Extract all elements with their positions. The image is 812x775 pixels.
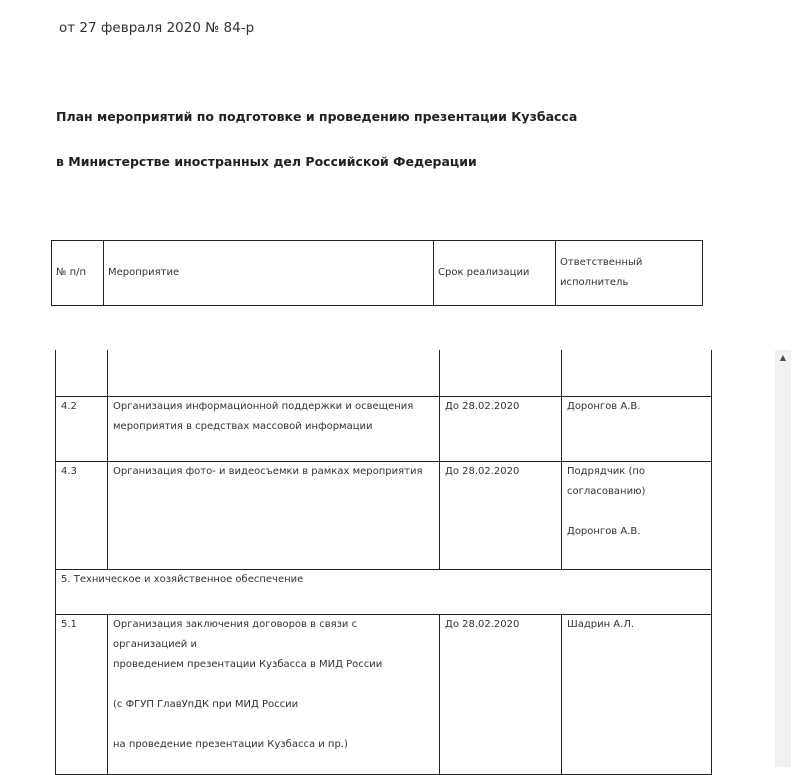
row-event: Организация фото- и видеосъемки в рамках мероприятия bbox=[108, 462, 440, 570]
row-responsible: Доронгов А.В. bbox=[562, 397, 712, 462]
table-row bbox=[56, 462, 712, 570]
row-event: Организация информационной поддержки и освещения мероприятия в средствах массовой информации bbox=[108, 397, 440, 462]
table-row-continuation bbox=[56, 350, 712, 397]
row-deadline: До 28.02.2020 bbox=[440, 615, 562, 775]
header-deadline: Срок реализации bbox=[434, 241, 556, 306]
row-event: Организация заключения договоров в связи с организацией и проведением презентации Кузбасса в МИД России (с ФГУП ГлавУпДК при МИД России на проведение презентации Кузбасса и пр.) bbox=[108, 615, 440, 775]
table-row bbox=[56, 615, 712, 775]
document-title-line1: План мероприятий по подготовке и проведению презентации Кузбасса bbox=[56, 109, 578, 124]
header-event: Мероприятие bbox=[104, 241, 434, 306]
row-deadline: До 28.02.2020 bbox=[440, 462, 562, 570]
plan-table bbox=[55, 350, 712, 775]
document-date: от 27 февраля 2020 № 84-р bbox=[59, 20, 255, 36]
document-title-line2: в Министерстве иностранных дел Российской Федерации bbox=[56, 154, 477, 169]
table-header bbox=[51, 240, 703, 306]
row-responsible: Подрядчик (по согласованию) Доронгов А.В. bbox=[562, 462, 712, 570]
table-row bbox=[56, 397, 712, 462]
row-responsible: Шадрин А.Л. bbox=[562, 615, 712, 775]
section-row bbox=[56, 570, 712, 615]
header-responsible bbox=[556, 241, 703, 306]
header-responsible-line1: Ответственный bbox=[560, 257, 643, 268]
row-num: 5.1 bbox=[56, 615, 108, 775]
row-deadline: До 28.02.2020 bbox=[440, 397, 562, 462]
row-num: 4.2 bbox=[56, 397, 108, 462]
scroll-up-arrow-icon[interactable]: ▲ bbox=[779, 353, 787, 362]
vertical-scrollbar[interactable] bbox=[775, 350, 791, 767]
header-responsible-line2: исполнитель bbox=[560, 277, 629, 288]
row-num: 4.3 bbox=[56, 462, 108, 570]
section-heading: 5. Техническое и хозяйственное обеспечение bbox=[56, 570, 712, 615]
header-num: № п/п bbox=[52, 241, 104, 306]
